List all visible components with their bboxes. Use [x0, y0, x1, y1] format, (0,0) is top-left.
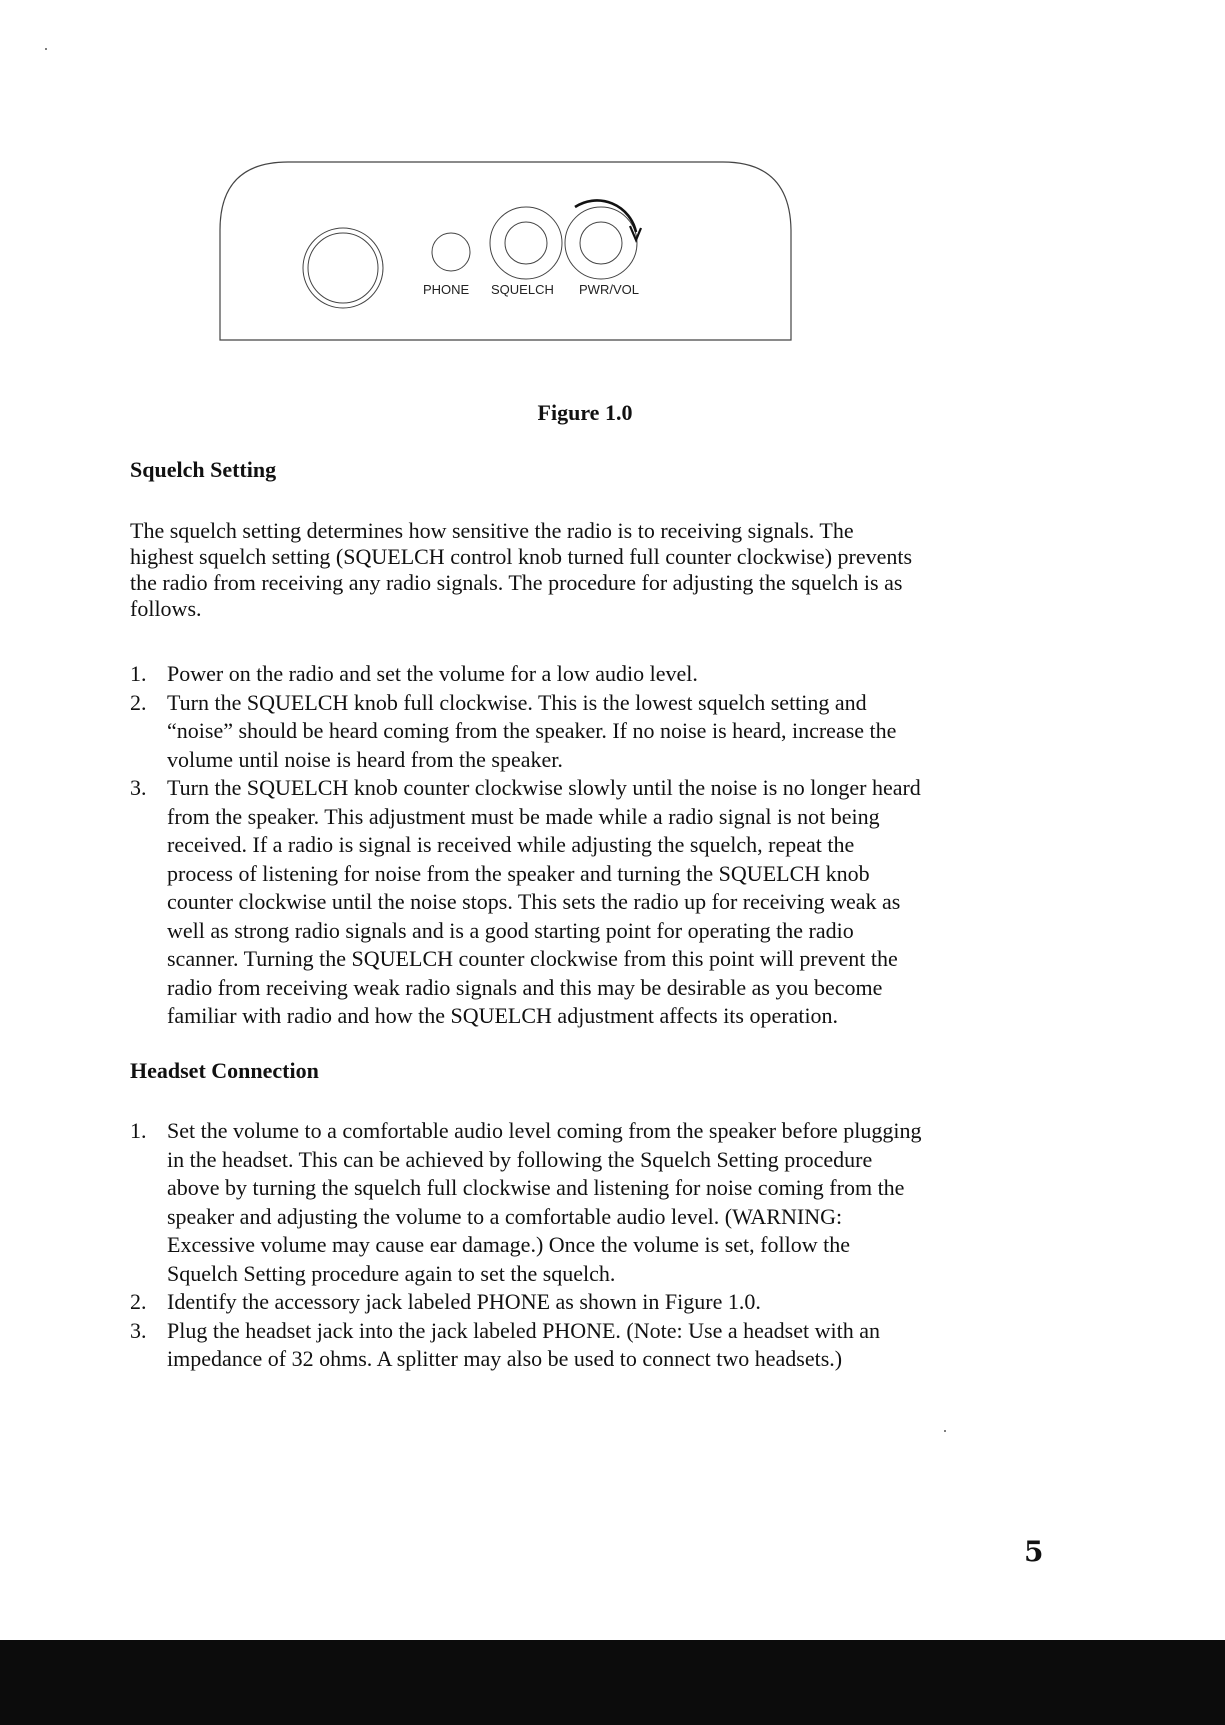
list-line: Identify the accessory jack labeled PHONE as shown in Figure 1.0. — [167, 1289, 761, 1314]
list-number: 3. — [130, 775, 147, 800]
list-line: Power on the radio and set the volume for a low audio level. — [167, 661, 698, 686]
squelch-steps-list — [130, 660, 1050, 1031]
squelch-label: SQUELCH — [491, 282, 554, 297]
squelch-setting-heading: Squelch Setting — [130, 457, 277, 482]
list-number: 3. — [130, 1317, 147, 1343]
scan-bottom-border — [0, 1640, 1225, 1725]
list-line: radio from receiving weak radio signals and this may be desirable as you become — [167, 974, 883, 1000]
list-number: 1. — [130, 661, 147, 686]
list-line: volume until noise is heard from the speaker. — [167, 746, 563, 772]
list-item — [130, 660, 1050, 689]
list-line: Squelch Setting procedure again to set the squelch. — [167, 1260, 616, 1286]
squelch-intro-paragraph — [130, 518, 1030, 622]
list-line: Excessive volume may cause ear damage.) Once the volume is set, follow the — [167, 1232, 850, 1257]
phone-jack-icon — [432, 233, 470, 271]
scan-speck — [45, 48, 47, 50]
radio-panel-figure — [218, 160, 793, 342]
paragraph-line: the radio from receiving any radio signals. The procedure for adjusting the squelch is as — [130, 570, 903, 595]
list-item — [130, 1117, 1050, 1288]
list-line: familiar with radio and how the SQUELCH adjustment affects its operation. — [167, 1003, 839, 1028]
list-line: received. If a radio is signal is received while adjusting the squelch, repeat the — [167, 832, 855, 857]
paragraph-line: The squelch setting determines how sensitive the radio is to receiving signals. The — [130, 518, 854, 543]
list-number: 1. — [130, 1118, 147, 1143]
headset-steps-list — [130, 1117, 1050, 1374]
pwr-vol-knob-icon — [565, 207, 637, 279]
speaker-icon — [303, 228, 383, 308]
list-line: Set the volume to a comfortable audio level coming from the speaker before plugging — [167, 1118, 922, 1143]
page-number: 5 — [1024, 1535, 1044, 1568]
list-line: scanner. Turning the SQUELCH counter clockwise from this point will prevent the — [167, 946, 898, 971]
list-item — [130, 689, 1050, 775]
radio-panel-drawing — [218, 160, 793, 342]
list-line: impedance of 32 ohms. A splitter may also be used to connect two headsets.) — [167, 1346, 843, 1371]
list-line: Plug the headset jack into the jack labeled PHONE. (Note: Use a headset with an — [167, 1317, 880, 1343]
list-line: above by turning the squelch full clockwise and listening for noise coming from the — [167, 1175, 905, 1200]
clockwise-arrow-icon — [575, 200, 641, 240]
paragraph-line: follows. — [130, 596, 202, 621]
squelch-knob-icon — [490, 207, 562, 279]
scan-speck — [944, 1430, 946, 1432]
pwr-vol-label: PWR/VOL — [579, 282, 639, 297]
list-item — [130, 1317, 1050, 1374]
paragraph-line: highest squelch setting (SQUELCH control knob turned full counter clockwise) prevents — [130, 544, 913, 569]
list-line: well as strong radio signals and is a good starting point for operating the radio — [167, 917, 854, 943]
list-item — [130, 1288, 1050, 1317]
headset-connection-heading: Headset Connection — [130, 1058, 319, 1083]
phone-label: PHONE — [423, 282, 470, 297]
list-number: 2. — [130, 689, 147, 715]
figure-caption: Figure 1.0 — [537, 400, 633, 425]
list-line: counter clockwise until the noise stops. This sets the radio up for receiving weak as — [167, 889, 901, 914]
list-line: from the speaker. This adjustment must be made while a radio signal is not being — [167, 803, 880, 829]
list-line: Turn the SQUELCH knob full clockwise. This is the lowest squelch setting and — [167, 689, 867, 715]
list-line: Turn the SQUELCH knob counter clockwise slowly until the noise is no longer heard — [167, 775, 921, 800]
list-line: speaker and adjusting the volume to a comfortable audio level. (WARNING: — [167, 1203, 843, 1229]
list-line: process of listening for noise from the speaker and turning the SQUELCH knob — [167, 860, 870, 886]
list-number: 2. — [130, 1289, 147, 1314]
list-line: “noise” should be heard coming from the speaker. If no noise is heard, increase the — [167, 718, 897, 743]
list-line: in the headset. This can be achieved by following the Squelch Setting procedure — [167, 1146, 873, 1172]
list-item — [130, 774, 1050, 1031]
